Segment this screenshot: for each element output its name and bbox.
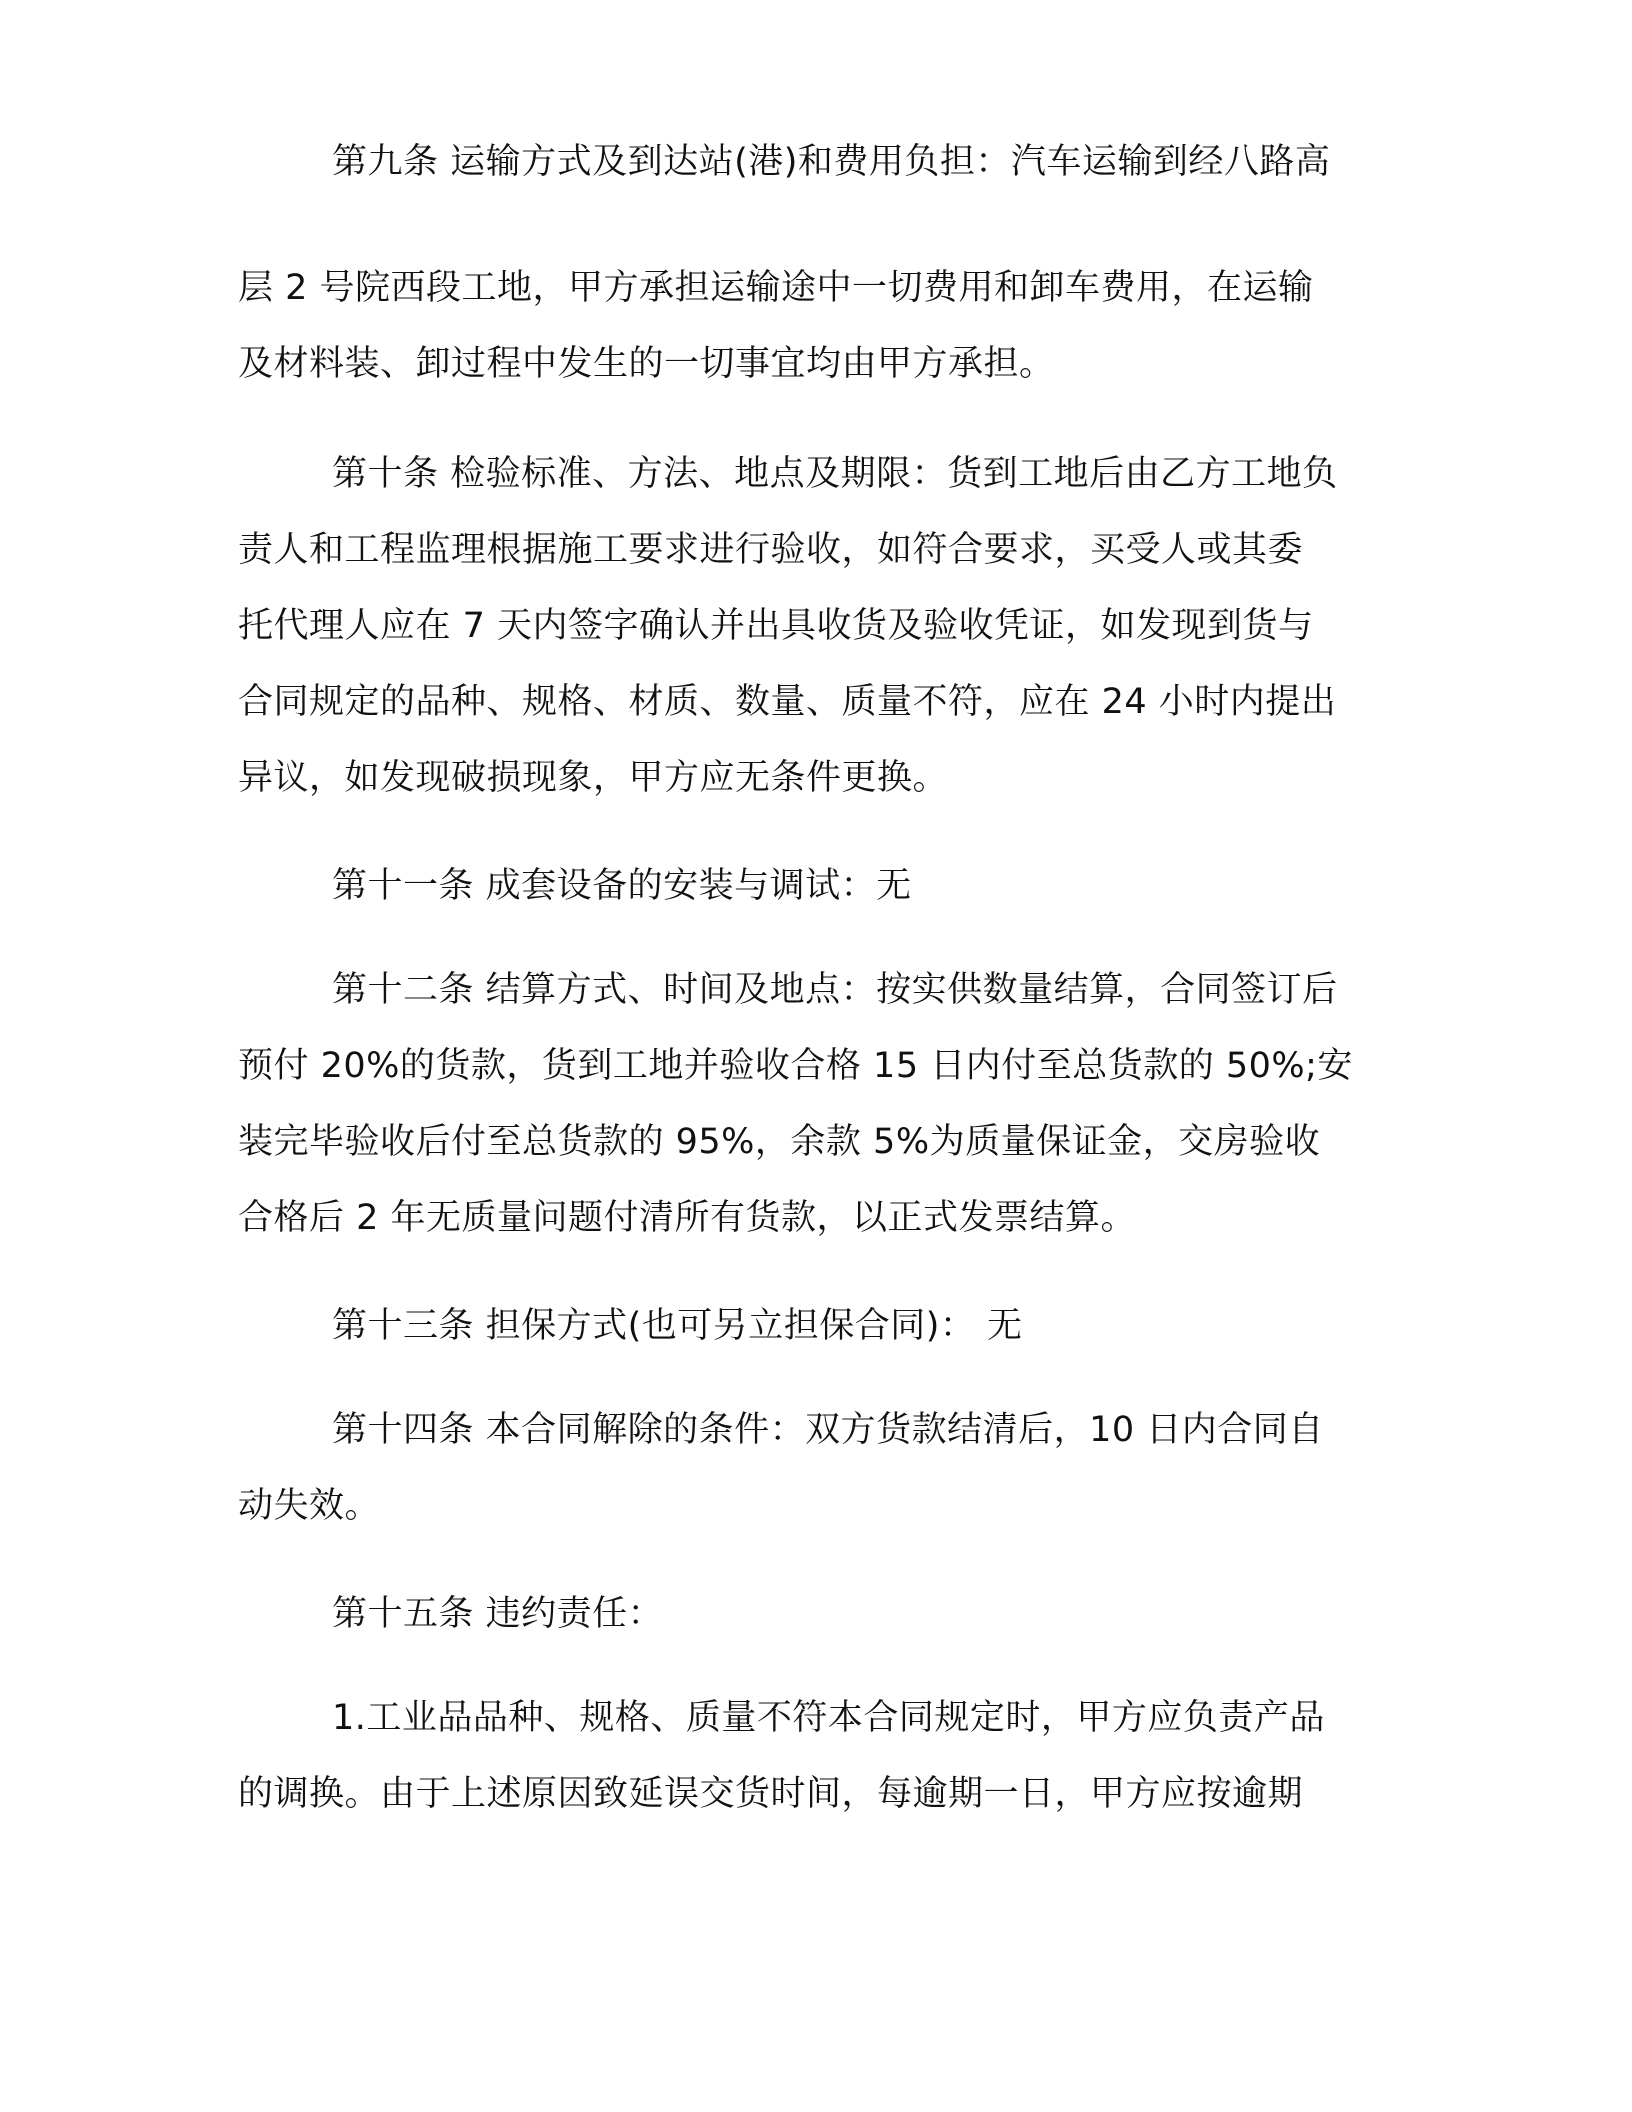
article-11-line-1: 第十一条 成套设备的安装与调试：无: [332, 866, 912, 906]
article-9-line-1: 第九条 运输方式及到达站(港)和费用负担：汽车运输到经八路高: [332, 142, 1331, 182]
clause-1-line-2: 的调换。由于上述原因致延误交货时间，每逾期一日，甲方应按逾期: [238, 1774, 1304, 1814]
article-15-line-1: 第十五条 违约责任：: [332, 1594, 664, 1634]
article-12-line-1: 第十二条 结算方式、时间及地点：按实供数量结算，合同签订后: [332, 970, 1338, 1010]
article-10-line-4: 合同规定的品种、规格、材质、数量、质量不符，应在 24 小时内提出: [238, 682, 1337, 722]
article-10-line-5: 异议，如发现破损现象，甲方应无条件更换。: [238, 758, 949, 798]
article-13-line-1: 第十三条 担保方式(也可另立担保合同)： 无: [332, 1306, 1023, 1346]
article-12-line-3: 装完毕验收后付至总货款的 95%，余款 5%为质量保证金，交房验收: [238, 1122, 1321, 1162]
clause-1-line-1: 1.工业品品种、规格、质量不符本合同规定时，甲方应负责产品: [332, 1698, 1325, 1738]
article-9-line-2: 层 2 号院西段工地，甲方承担运输途中一切费用和卸车费用，在运输: [238, 268, 1314, 308]
article-9-line-3: 及材料装、卸过程中发生的一切事宜均由甲方承担。: [238, 344, 1055, 384]
article-10-line-3: 托代理人应在 7 天内签字确认并出具收货及验收凭证，如发现到货与: [238, 606, 1314, 646]
article-10-line-2: 责人和工程监理根据施工要求进行验收，如符合要求，买受人或其委: [238, 530, 1304, 570]
article-14-line-1: 第十四条 本合同解除的条件：双方货款结清后，10 日内合同自: [332, 1410, 1324, 1450]
article-14-line-2: 动失效。: [238, 1486, 381, 1526]
article-12-line-4: 合格后 2 年无质量问题付清所有货款，以正式发票结算。: [238, 1198, 1137, 1238]
article-10-line-1: 第十条 检验标准、方法、地点及期限：货到工地后由乙方工地负: [332, 454, 1338, 494]
article-12-line-2: 预付 20%的货款，货到工地并验收合格 15 日内付至总货款的 50%;安: [238, 1046, 1353, 1086]
